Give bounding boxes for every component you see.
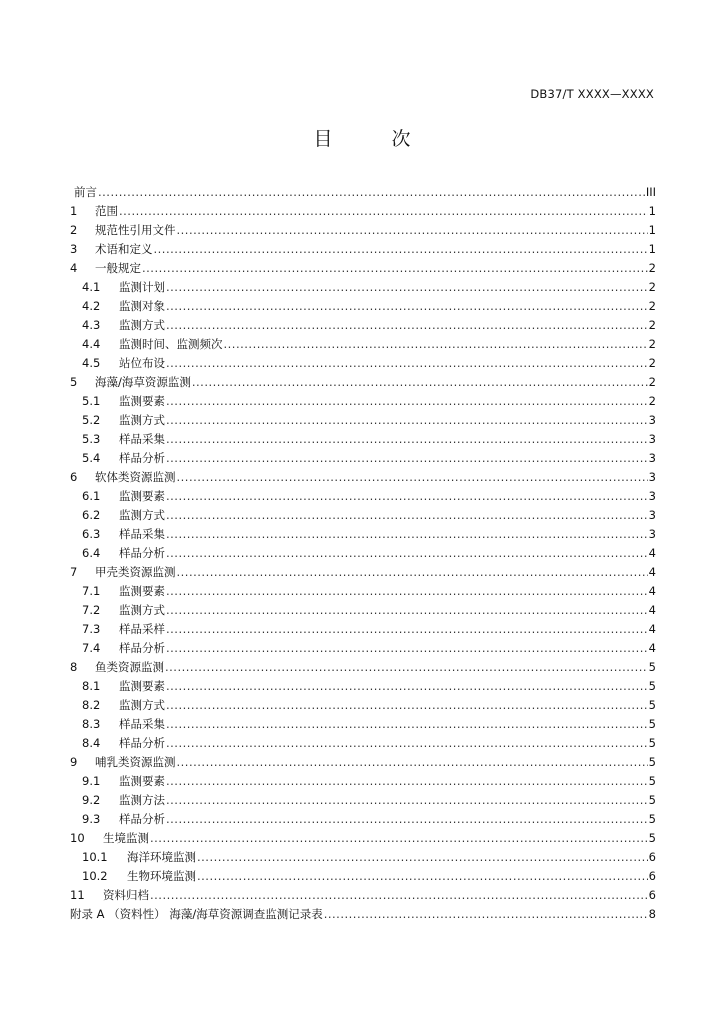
toc-entry-number: 9.1 — [82, 774, 101, 788]
toc-leader-dots — [166, 679, 648, 693]
toc-entry-label: 监测时间、监测频次 — [119, 337, 223, 351]
toc-entry-number: 5.4 — [82, 451, 101, 465]
toc-entry-number: 8.2 — [82, 698, 101, 712]
toc-entry-page: 5 — [648, 736, 656, 750]
toc-entry-page: 2 — [648, 261, 656, 275]
toc-entry-label: 前言 — [74, 185, 97, 199]
toc-entry[interactable] — [70, 735, 656, 754]
toc-entry[interactable] — [70, 317, 656, 336]
toc-entry-number: 8.3 — [82, 717, 101, 731]
toc-leader-dots — [165, 660, 648, 674]
toc-entry-page: 3 — [648, 527, 656, 541]
toc-leader-dots — [166, 793, 648, 807]
toc-entry-label: 海洋环境监测 — [127, 850, 196, 864]
toc-entry-page: 2 — [648, 375, 656, 389]
toc-entry[interactable] — [70, 507, 656, 526]
toc-entry-page: 4 — [648, 565, 656, 579]
toc-leader-dots — [150, 888, 648, 902]
toc-entry-number: 10.1 — [82, 850, 108, 864]
toc-leader-dots — [166, 622, 648, 636]
toc-entry-number: 5.1 — [82, 394, 101, 408]
toc-entry[interactable] — [70, 260, 656, 279]
toc-entry-number: 4.3 — [82, 318, 101, 332]
toc-entry-number: 11 — [70, 888, 85, 902]
toc-entry-label: 监测要素 — [119, 584, 165, 598]
toc-entry-page: 8 — [648, 907, 656, 921]
toc-leader-dots — [166, 698, 648, 712]
toc-entry[interactable] — [70, 393, 656, 412]
toc-entry-page: 3 — [648, 432, 656, 446]
toc-entry-label: 监测要素 — [119, 489, 165, 503]
toc-entry-page: 3 — [648, 451, 656, 465]
toc-entry-page: 5 — [648, 660, 656, 674]
toc-entry[interactable] — [70, 754, 656, 773]
toc-leader-dots — [166, 280, 648, 294]
toc-entry-page: 2 — [648, 280, 656, 294]
toc-entry[interactable] — [70, 621, 656, 640]
toc-entry[interactable] — [70, 906, 656, 925]
toc-entry-label: 生物环境监测 — [127, 869, 196, 883]
toc-entry[interactable] — [70, 697, 656, 716]
toc-entry-number: 7.1 — [82, 584, 101, 598]
toc-leader-dots — [150, 831, 648, 845]
toc-entry-page: 4 — [648, 641, 656, 655]
toc-entry-page: 2 — [648, 337, 656, 351]
toc-entry-page: 6 — [648, 888, 656, 902]
toc-entry-number: 7.4 — [82, 641, 101, 655]
toc-entry-label: 海藻/海草资源监测 — [95, 375, 191, 389]
toc-entry-page: 1 — [648, 204, 656, 218]
toc-leader-dots — [166, 774, 648, 788]
toc-entry[interactable] — [70, 355, 656, 374]
table-of-contents — [70, 184, 656, 925]
toc-entry[interactable] — [70, 792, 656, 811]
toc-entry-number: 10.2 — [82, 869, 108, 883]
toc-entry-page: 2 — [648, 394, 656, 408]
toc-leader-dots — [98, 185, 645, 199]
toc-entry[interactable] — [70, 450, 656, 469]
toc-entry-label: 站位布设 — [119, 356, 165, 370]
toc-leader-dots — [192, 375, 648, 389]
toc-entry[interactable] — [70, 279, 656, 298]
toc-entry-page: 2 — [648, 318, 656, 332]
toc-entry-number: 7.2 — [82, 603, 101, 617]
toc-entry-page: 5 — [648, 698, 656, 712]
toc-entry[interactable] — [70, 716, 656, 735]
toc-entry-label: 软体类资源监测 — [95, 470, 176, 484]
toc-entry[interactable] — [70, 469, 656, 488]
toc-entry[interactable] — [70, 602, 656, 621]
toc-entry-label: 术语和定义 — [95, 242, 153, 256]
toc-entry[interactable] — [70, 241, 656, 260]
toc-entry[interactable] — [70, 488, 656, 507]
toc-entry-label: 一般规定 — [95, 261, 141, 275]
toc-leader-dots — [166, 508, 648, 522]
toc-entry-label: 监测方式 — [119, 698, 165, 712]
toc-entry[interactable] — [70, 659, 656, 678]
toc-leader-dots — [166, 641, 648, 655]
toc-leader-dots — [197, 850, 648, 864]
toc-leader-dots — [166, 394, 648, 408]
toc-entry[interactable] — [70, 298, 656, 317]
toc-entry-number: 6 — [70, 470, 78, 484]
toc-entry-number: 8.4 — [82, 736, 101, 750]
toc-entry-label: 样品分析 — [119, 451, 165, 465]
toc-entry-label: 监测方式 — [119, 413, 165, 427]
toc-leader-dots — [166, 318, 648, 332]
toc-entry-page: 4 — [648, 546, 656, 560]
toc-entry-number: 7.3 — [82, 622, 101, 636]
toc-leader-dots — [166, 413, 648, 427]
toc-entry-label: 样品采样 — [119, 622, 165, 636]
toc-entry-label: 监测方式 — [119, 318, 165, 332]
toc-entry-label: 样品采集 — [119, 527, 165, 541]
toc-entry[interactable] — [70, 203, 656, 222]
toc-entry-label: 监测要素 — [119, 679, 165, 693]
toc-entry[interactable] — [70, 374, 656, 393]
toc-entry-label: 样品采集 — [119, 432, 165, 446]
toc-entry-label: 样品分析 — [119, 641, 165, 655]
toc-leader-dots — [166, 489, 648, 503]
toc-entry-label: 范围 — [95, 204, 118, 218]
page-title: 目 次 — [313, 128, 431, 150]
toc-entry-page: 1 — [648, 223, 656, 237]
toc-entry-page: 4 — [648, 622, 656, 636]
toc-entry-label: 样品分析 — [119, 736, 165, 750]
toc-leader-dots — [177, 470, 648, 484]
toc-entry-number: 6.2 — [82, 508, 101, 522]
toc-leader-dots — [324, 907, 648, 921]
toc-entry-label: 甲壳类资源监测 — [95, 565, 176, 579]
toc-entry-page: 5 — [648, 812, 656, 826]
toc-leader-dots — [166, 299, 648, 313]
toc-entry-label: 监测方式 — [119, 603, 165, 617]
toc-entry-page: III — [645, 185, 656, 199]
toc-entry-number: 8.1 — [82, 679, 101, 693]
toc-leader-dots — [224, 337, 648, 351]
toc-leader-dots — [166, 356, 648, 370]
toc-entry-page: 2 — [648, 299, 656, 313]
toc-entry-number: 9 — [70, 755, 78, 769]
toc-entry[interactable] — [70, 431, 656, 450]
toc-entry-label: 监测要素 — [119, 774, 165, 788]
toc-entry-page: 2 — [648, 356, 656, 370]
toc-entry-page: 4 — [648, 603, 656, 617]
toc-leader-dots — [154, 242, 648, 256]
toc-entry-label: 样品分析 — [119, 546, 165, 560]
toc-entry-number: 4.5 — [82, 356, 101, 370]
toc-entry-number: 10 — [70, 831, 85, 845]
toc-entry[interactable] — [70, 678, 656, 697]
toc-entry[interactable] — [70, 811, 656, 830]
toc-leader-dots — [119, 204, 648, 218]
toc-entry[interactable] — [70, 887, 656, 906]
toc-entry-number: 6.1 — [82, 489, 101, 503]
toc-entry[interactable] — [70, 222, 656, 241]
toc-entry-number: 5 — [70, 375, 78, 389]
toc-entry[interactable] — [70, 184, 656, 203]
toc-entry-page: 6 — [648, 869, 656, 883]
toc-entry-page: 6 — [648, 850, 656, 864]
toc-leader-dots — [166, 432, 648, 446]
toc-entry-label: 附录 A （资料性） 海藻/海草资源调查监测记录表 — [70, 907, 323, 921]
toc-entry-page: 5 — [648, 717, 656, 731]
toc-entry-page: 5 — [648, 755, 656, 769]
toc-entry-label: 监测方式 — [119, 508, 165, 522]
toc-entry-label: 监测计划 — [119, 280, 165, 294]
toc-entry-number: 1 — [70, 204, 78, 218]
toc-entry[interactable] — [70, 545, 656, 564]
toc-leader-dots — [166, 451, 648, 465]
toc-entry-label: 监测要素 — [119, 394, 165, 408]
toc-entry-number: 6.3 — [82, 527, 101, 541]
toc-entry-page: 5 — [648, 793, 656, 807]
toc-entry-number: 4.2 — [82, 299, 101, 313]
toc-entry-number: 4 — [70, 261, 78, 275]
toc-entry-number: 7 — [70, 565, 78, 579]
toc-entry-page: 5 — [648, 679, 656, 693]
toc-entry-number: 9.2 — [82, 793, 101, 807]
toc-entry[interactable] — [70, 773, 656, 792]
toc-entry-label: 生境监测 — [103, 831, 149, 845]
toc-leader-dots — [166, 546, 648, 560]
toc-entry-label: 监测对象 — [119, 299, 165, 313]
toc-entry-page: 3 — [648, 489, 656, 503]
toc-entry[interactable] — [70, 564, 656, 583]
toc-entry[interactable] — [70, 868, 656, 887]
toc-leader-dots — [142, 261, 648, 275]
toc-entry-label: 样品分析 — [119, 812, 165, 826]
toc-entry-page: 1 — [648, 242, 656, 256]
toc-entry-label: 资料归档 — [103, 888, 149, 902]
toc-entry-number: 6.4 — [82, 546, 101, 560]
toc-entry-number: 5.2 — [82, 413, 101, 427]
toc-entry[interactable] — [70, 830, 656, 849]
toc-entry-page: 5 — [648, 774, 656, 788]
toc-leader-dots — [177, 223, 648, 237]
toc-entry-number: 2 — [70, 223, 78, 237]
toc-entry[interactable] — [70, 412, 656, 431]
toc-leader-dots — [166, 717, 648, 731]
toc-leader-dots — [166, 527, 648, 541]
toc-entry-label: 哺乳类资源监测 — [95, 755, 176, 769]
toc-leader-dots — [177, 565, 648, 579]
toc-entry-page: 3 — [648, 508, 656, 522]
toc-entry-number: 8 — [70, 660, 78, 674]
toc-entry-number: 4.1 — [82, 280, 101, 294]
toc-entry-page: 3 — [648, 470, 656, 484]
toc-leader-dots — [166, 584, 648, 598]
toc-entry[interactable] — [70, 849, 656, 868]
toc-entry[interactable] — [70, 526, 656, 545]
toc-entry-label: 监测方法 — [119, 793, 165, 807]
toc-entry-label: 规范性引用文件 — [95, 223, 176, 237]
toc-entry-number: 3 — [70, 242, 78, 256]
toc-entry-label: 鱼类资源监测 — [95, 660, 164, 674]
toc-entry-page: 5 — [648, 831, 656, 845]
toc-leader-dots — [166, 603, 648, 617]
toc-entry[interactable] — [70, 336, 656, 355]
document-code: DB37/T XXXX—XXXX — [530, 87, 654, 101]
toc-leader-dots — [166, 812, 648, 826]
toc-entry-page: 3 — [648, 413, 656, 427]
toc-leader-dots — [197, 869, 648, 883]
toc-entry-number: 9.3 — [82, 812, 101, 826]
toc-entry-number: 5.3 — [82, 432, 101, 446]
toc-leader-dots — [177, 755, 648, 769]
toc-entry-number: 4.4 — [82, 337, 101, 351]
toc-leader-dots — [166, 736, 648, 750]
toc-entry-label: 样品采集 — [119, 717, 165, 731]
toc-entry[interactable] — [70, 640, 656, 659]
toc-entry[interactable] — [70, 583, 656, 602]
toc-entry-page: 4 — [648, 584, 656, 598]
